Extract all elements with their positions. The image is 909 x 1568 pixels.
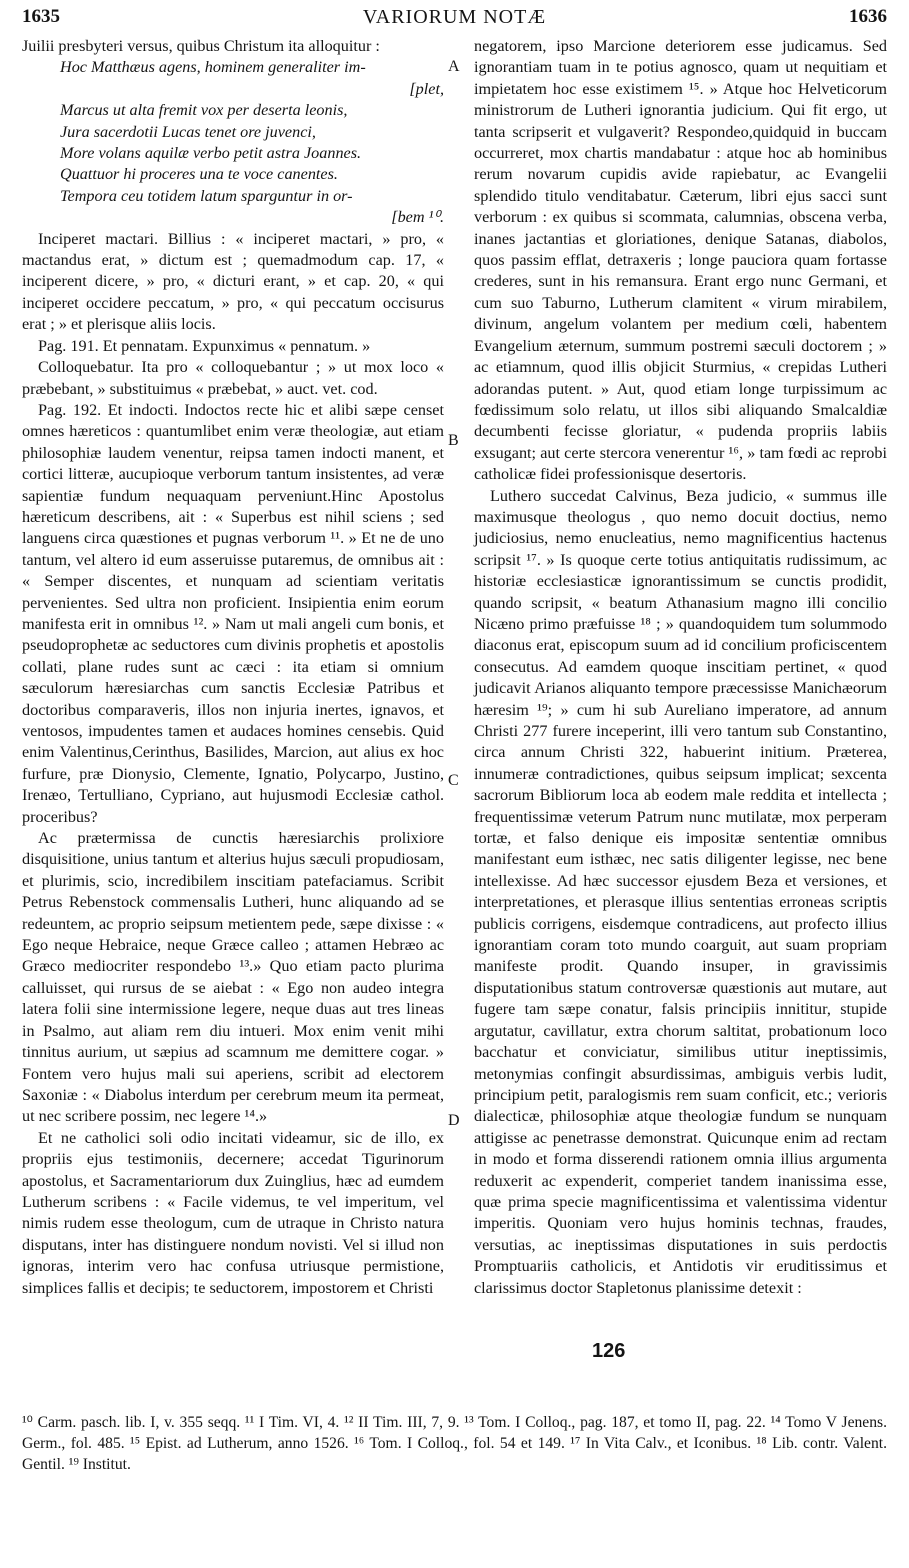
margin-letter-b: B	[448, 432, 459, 449]
verse-line: More volans aquilæ verbo petit astra Joannes.	[60, 144, 362, 163]
verse-line: Tempora ceu totidem latum sparguntur in or-	[60, 186, 353, 205]
running-header	[22, 6, 887, 34]
verse-line: [bem ¹⁰.	[391, 208, 444, 227]
margin-letter-d: D	[448, 1112, 460, 1129]
margin-letter-a: A	[448, 58, 460, 75]
left-column	[22, 36, 444, 1299]
page-number-right: 1636	[849, 6, 887, 27]
running-title: VARIORUM NOTÆ	[362, 6, 547, 28]
paragraph: Pag. 191. Et pennatam. Expunximus « pennatum. »	[38, 336, 371, 355]
paragraph: Ac prætermissa de cunctis hæresiarchis prolixiore disquisitione, unius tantum et alterius hujus sæculi propudiosam, et plurimis, scio, incredibilem inscitiam patefaciamus. Scribit Petrus Rebenstock commensalis Lutheri, hunc aliquando ad se redeuntem, ac proprio seipsum metientem pede, sæpe dixisse : « Ego neque Hebraice, neque Græce calleo ; attamen Hebræo ac Græco mediocriter respondebo ¹³.» Quo etiam pacto plurima calluisset, qui rursus de se aiebat : « Ego non audeo integra latera folii sine intermissione legere, neque duas aut tres lineas in Psalmo, aut aliam rem diu intueri. Mox enim venit mihi tinnitus aurium, ut sæpius ad scamnum me demittere cogar. » Fontem vero hujus mali sui aperiens, scribit ad electorem Saxoniæ : « Diabolus interdum per cerebrum meum ita permeat, ut nec scribere possim, nec legere ¹⁴.»	[22, 829, 444, 1126]
right-column	[474, 36, 887, 1299]
verse-line: Quattuor hi proceres una te voce canentes.	[60, 165, 338, 184]
paragraph: Juilii presbyteri versus, quibus Christum ita alloquitur :	[22, 37, 380, 55]
footnotes: ¹⁰ Carm. pasch. lib. I, v. 355 seqq. ¹¹ I Tim. VI, 4. ¹² II Tim. III, 7, 9. ¹³ Tom. I Colloq., pag. 187, et tomo II, pag. 22. ¹⁴ Tomo V Jenens. Germ., fol. 485. ¹⁵ Epist. ad Lutherum, anno 1526. ¹⁶ Tom. I Colloq., fol. 54 et 149. ¹⁷ In Vita Calv., et Iconibus. ¹⁸ Lib. contr. Valent. Gentil. ¹⁹ Institut.	[22, 1414, 887, 1473]
verse-line: Marcus ut alta fremit vox per deserta leonis,	[60, 101, 348, 120]
verse-line: Hoc Matthæus agens, hominem generaliter im-	[60, 58, 366, 77]
page-number-left: 1635	[22, 6, 60, 27]
verse-line: [plet,	[409, 79, 444, 98]
paragraph: Pag. 192. Et indocti. Indoctos recte hic et alibi sæpe censet omnes hæreticos : quantumlibet enim veræ theologiæ, aut etiam philosophiæ laudem venentur, reipsa tamen indocti manent, et cortici litteræ, aucupioque verborum tantum insistentes, ad veræ sapientiæ fundum nequaquam perveniunt.Hinc Apostolus hæreticum describens, ait : « Superbus est nihil sciens ; sed languens circa quæstiones et pugnas verborum ¹¹. » Et ne de uno tantum, vel altero id eum asseruisse putaremus, de omnibus ait : « Semper discentes, et nunquam ad scientiam veritatis pervenientes. Sed ultra non proficient. Insipientia enim eorum manifesta erit in omnibus ¹². » Nam ut mali angeli cum bonis, et pseudoprophetæ ac seductores cum divinis prophetis et apostolis collati, plane rudes sunt ac cæci : ita etiam si omnium sæculorum hæresiarchas cum sanctis Ecclesiæ Patribus et doctoribus comparaveris, illos non injuria inertes, ignavos, et ventosos, impudentes tamen et audaces homines censebis. Quid enim Valentinus,Cerinthus, Basilides, Marcion, aut alius ex hoc furfure, præ Dionysio, Clemente, Ignatio, Polycarpo, Justino, Irenæo, Tertulliano, Cypriano, aut hujusmodi Ecclesiæ cathol. proceribus?	[22, 400, 444, 826]
margin-letter-c: C	[448, 772, 459, 789]
paragraph: Et ne catholici soli odio incitati videamur, sic de illo, ex propriis ejus testimoniis, decernere; accedat Tigurinorum apostolus, et Sacramentariorum dux Zuinglius, hæc ad eumdem Lutherum scribens : « Facile videmus, te vel imperitum, vel nimis rudem esse theologum, cum de utraque in Christo natura disputans, inter has distinguere nondum novisti. Vel si illud non ignoras, interim vero hac confusa utriusque permistione, simplices fallis et decipis; te seductorem, impostorem et Christi	[22, 1128, 444, 1297]
paragraph: Colloquebatur. Ita pro « colloquebantur ; » ut mox loco « præbebant, » substituimus « præbebat, » auct. vet. cod.	[22, 358, 444, 398]
paragraph: Inciperet mactari. Billius : « inciperet mactari, » pro, « mactandus erat, » dictum est ; quemadmodum cap. 17, « inciperent dicere, » pro, « dicturi erant, » et cap. 20, « qui inciperet occidere peccatum, » pro, « qui peccatum occisurus erat ; » et plerisque aliis locis.	[22, 229, 444, 334]
signature-mark: 126	[592, 1340, 626, 1362]
paragraph: Luthero succedat Calvinus, Beza judicio, « summus ille maximusque theologus , quo nemo docuit doctius, nemo judiciosius, nemo enucleatius, nemo magnificentius hactenus scripsit ¹⁷. » Is quoque certe totius antiquitatis rudissimum, ac historiæ ecclesiasticæ ignorantissimum se cunctis prodidit, quando scripsit, « beatum Athanasium magno illi concilio Nicæno primo præfuisse ¹⁸ ; » quandoquidem tum solummodo diaconus erat, episcopum suum ad id concilium proficiscentem consecutus. Ad eamdem quoque inscitiam pertinet, « quod judicavit Arianos aliquanto tempore præcessisse Manichæorum hæresim ¹⁹; » cum hi sub Aureliano imperatore, ad annum Christi 277 furere inceperint, illi vero tantum sub Constantino, circa annum Christi 322, habuerint initium. Præterea, innumeræ contradictiones, quibus seipsum implicat; sexcenta sacrorum Bibliorum loca ab eodem male reddita et intellecta ; frequentissimæ veterum Patrum nunc mutilatæ, mox perperam tortæ, et falso denique eis impositæ sententiæ omnibus manifestant eum isthæc, nec satis diligenter legisse, nec bene intellexisse. Ad hæc successor ejusdem Beza et versiones, et interpretationes, et plerasque illius sententias erroneas scriptis publicis corrigens, eisdemque contradicens, aut profecto illius ignorantiam coram toto mundo coarguit, aut suam propriam manifeste prodit. Quando insuper, in gravissimis disputationibus statum controversæ quæstionis aut mutare, aut fugere tam sæpe conatur, falsis principiis innititur, stupide argutatur, cavillatur, extra chorum saltitat, probationum loco bacchatur et conviciatur, similibus utitur ineptissimis, metonymias confingit absurdissimas, ambiguis verbis ludit, principium petit, paralogismis rem suam conficit, etc.; verioris dialecticæ, philosophiæ atque theologiæ fundum se nunquam attigisse ac penetrasse demonstrat. Quicunque enim ad rectam in modo et forma disserendi rationem omnia illius argumenta reduxerit ac expenderit, comperiet tandem inanissima esse, quæ prima specie magnificentissima et valentissima videntur imperitis. Quoniam vero hujus hominis technas, fraudes, versutias, ac ineptissimas disputationes in suis perdoctis Promptuariis catholicis, et Antidotis vir eruditissimus et clarissimus doctor Stapletonus planissime detexit :	[474, 486, 887, 1297]
paragraph: negatorem, ipso Marcione deteriorem esse judicamus. Sed ignorantiam tuam in te potius agnosco, quam ut nequitiam et impietatem hoc esse existimem ¹⁵. » Atque hoc Helveticorum ministrorum de Lutheri ignorantia judicium. Qui fit ergo, ut tanta scripserit et vulgaverit? Respondeo,quidquid in buccam occurreret, mox chartis mandabatur : atque hoc ab hominibus rerum novarum cupidis avide rapiebatur, ac Evangelii splendido titulo venditabatur. Cæterum, libri ejus sacci sunt verborum : ex quibus si scommata, calumnias, obscena verba, inanes jactantias et gloriationes, denique Satanas, diabolos, quos passim efflat, detraxeris ; longe pauciora quam fortasse crederes, sunt in his remansura. Erant ergo nunc Germani, et cum suo Taburno, Lutherum clamitent « virum mirabilem, divinum, angelum volantem per medium cœli, habentem Evangelium æternum, summum postremi sæculi doctorem ; » ac etiamnum, quod illis objicit Sturmius, « crepidas Lutheri adorandas putent. » Aut, quod etiam longe turpissimum ac fœdissimum solo relatu, ut illos sibi aliquando Smalcaldiæ decumbenti fecisse gloriatur, « pudenda propriis labiis exsugant; aut certe stercora venerentur ¹⁶, » tam fœdi ac reprobi catholicæ fidei professionisque desertoris.	[474, 37, 887, 484]
verse-block	[60, 57, 444, 228]
verse-line: Jura sacerdotii Lucas tenet ore juvenci,	[60, 122, 316, 141]
